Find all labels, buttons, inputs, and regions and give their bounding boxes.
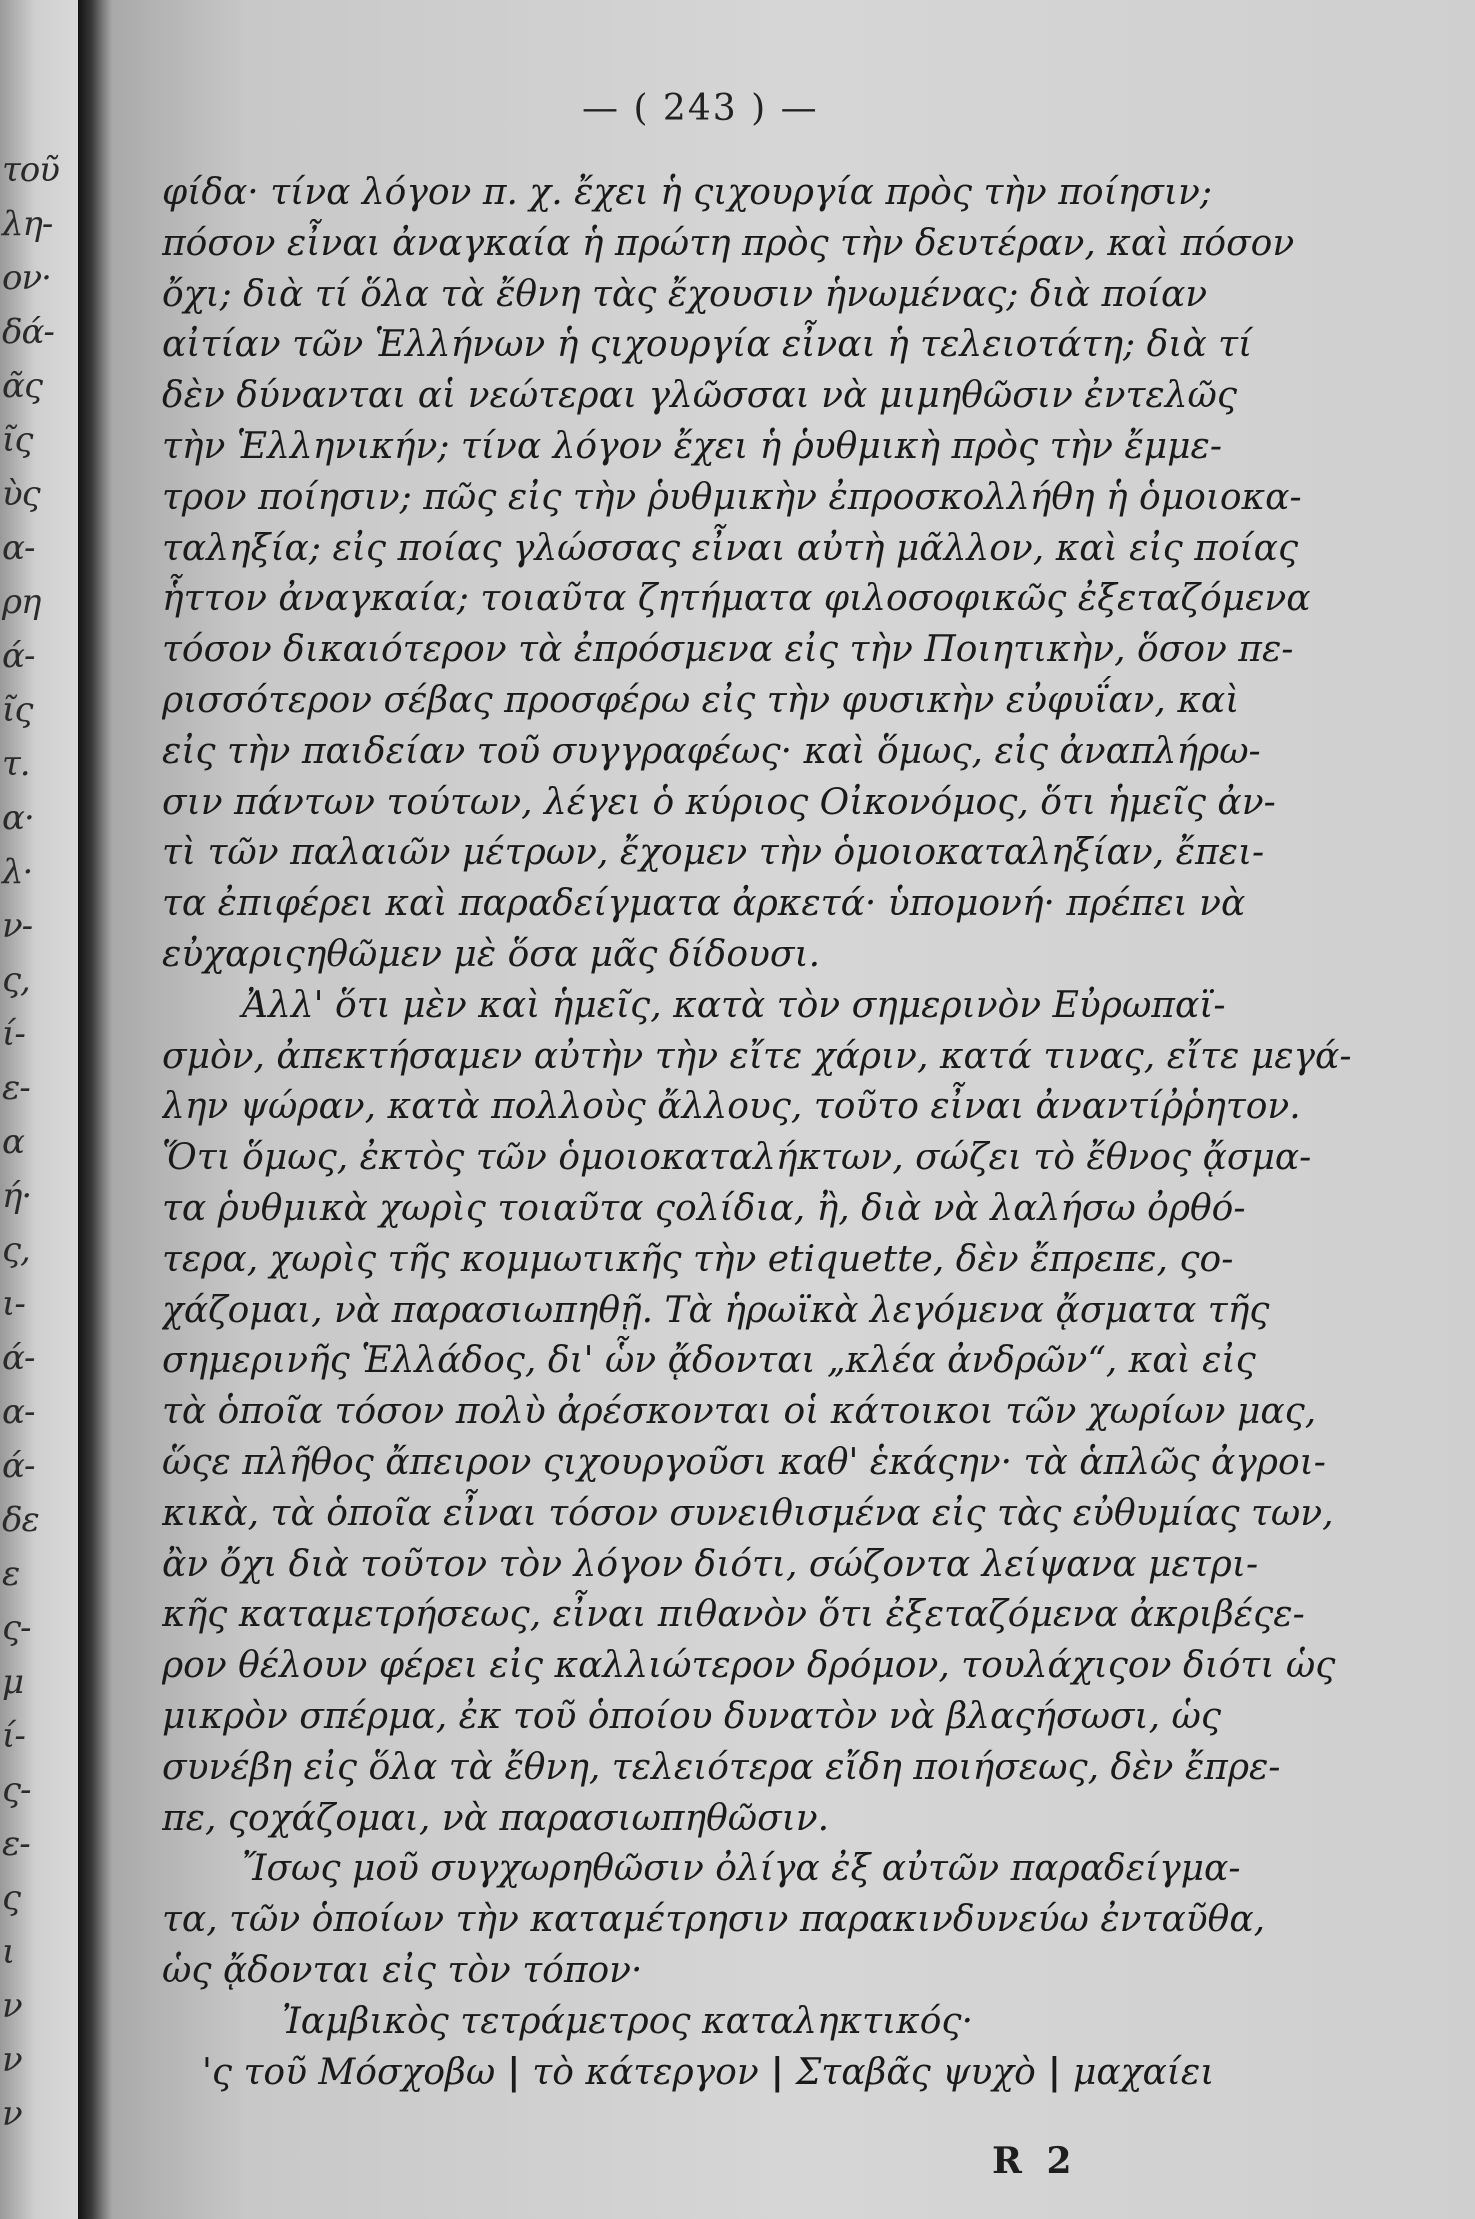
meter-heading: Ἰαμβικὸς τετράμετρος καταληκτικός· [282, 2000, 974, 2042]
text-line: λην ψώραν, κατὰ πολλοὺς ἄλλους, τοῦτο εἶναι ἀναντίῤῥητον. [162, 1086, 1301, 1128]
facing-page-fragment: λη- [2, 204, 53, 244]
text-line: σημερινῆς Ἑλλάδος, δι' ὧν ᾄδονται „κλέα ἀνδρῶν“, καὶ εἰς [162, 1340, 1256, 1382]
text-line: τα ἐπιφέρει καὶ παραδείγματα ἀρκετά· ὑπομονή· πρέπει νὰ [162, 883, 1246, 925]
facing-page-fragment: ι- [2, 1284, 25, 1324]
verse-segment: Σταβᾶς ψυχὸ [795, 2052, 1036, 2094]
book-gutter [78, 0, 112, 2219]
facing-page-fragment: ε- [2, 1824, 30, 1864]
text-line: τὴν Ἑλληνικήν; τίνα λόγον ἔχει ἡ ῥυθμικὴ πρὸς τὴν ἔμμε- [162, 425, 1222, 467]
verse-segment: 'ς τοῦ Μόσχοβω [202, 2052, 496, 2094]
text-line: ρισσότερον σέβας προσφέρω εἰς τὴν φυσικὴν εὐφυΐαν, καὶ [162, 679, 1240, 721]
facing-page-fragment: α- [2, 1392, 35, 1432]
facing-page-fragment: ς- [2, 1608, 31, 1648]
body-text [162, 168, 1407, 2098]
text-line: τα, τῶν ὁποίων τὴν καταμέτρησιν παρακινδυνεύω ἐνταῦθα, [162, 1899, 1266, 1941]
facing-page-fragment: δε [2, 1500, 39, 1540]
facing-page-fragment: δά- [2, 312, 54, 352]
text-line: ρον θέλουν φέρει εἰς καλλιώτερον δρόμον, τουλάχιςον διότι ὡς [162, 1645, 1336, 1687]
facing-page-fragment: ον· [2, 258, 51, 298]
facing-page-fragment: ι [2, 1932, 15, 1972]
text-line: φίδα· τίνα λόγον π. χ. ἔχει ἡ ςιχουργία πρὸς τὴν ποίησιν; [162, 172, 1212, 213]
facing-page-fragment: ὺς [2, 474, 40, 514]
facing-page-fragment: α- [2, 528, 35, 568]
facing-page-fragment: τοῦ [2, 150, 59, 190]
text-line: τὶ τῶν παλαιῶν μέτρων, ἔχομεν τὴν ὁμοιοκαταληξίαν, ἔπει- [162, 832, 1265, 874]
facing-page-fragment: ρη [2, 582, 41, 622]
text-line: τα ῥυθμικὰ χωρὶς τοιαῦτα ςολίδια, ἢ, διὰ νὰ λαλήσω ὀρθό- [162, 1187, 1246, 1229]
facing-page-fragment: ᾶς [2, 366, 43, 406]
text-line: ταληξία; εἰς ποίας γλώσσας εἶναι αὐτὴ μᾶλλον, καὶ εἰς ποίας [162, 527, 1299, 569]
text-line: εἰς τὴν παιδείαν τοῦ συγγραφέως· καὶ ὅμως, εἰς ἀναπλήρω- [162, 730, 1261, 772]
text-line: δὲν δύνανται αἱ νεώτεραι γλῶσσαι νὰ μιμηθῶσιν ἐντελῶς [162, 375, 1238, 417]
text-line: τερα, χωρὶς τῆς κομμωτικῆς τὴν etiquette, δὲν ἔπρεπε, ςο- [162, 1238, 1234, 1280]
facing-page-fragment: ν [2, 1986, 22, 2026]
facing-page-fragment: λ· [2, 852, 33, 892]
verse-line [162, 2047, 1407, 2098]
text-line: τρον ποίησιν; πῶς εἰς τὴν ῥυθμικὴν ἐπροσκολλήθη ἡ ὁμοιοκα- [162, 476, 1302, 518]
facing-page-fragment: ί- [2, 1716, 25, 1756]
text-line: κικὰ, τὰ ὁποῖα εἶναι τόσον συνειθισμένα εἰς τὰς εὐθυμίας των, [162, 1492, 1334, 1534]
text-line: Ἴσως μοῦ συγχωρηθῶσιν ὀλίγα ἐξ αὐτῶν παραδείγμα- [242, 1848, 1241, 1890]
book-page [112, 0, 1475, 2219]
facing-page-fragment: ν- [2, 906, 33, 946]
facing-page-fragment: μ [2, 1662, 24, 1702]
facing-page-fragment: ς- [2, 1770, 31, 1810]
text-line: ὄχι; διὰ τί ὅλα τὰ ἔθνη τὰς ἔχουσιν ἡνωμένας; διὰ ποίαν [162, 273, 1208, 315]
verse-separator: | [770, 2051, 784, 2094]
verse-separator: | [1047, 2051, 1061, 2094]
text-line: σμὸν, ἀπεκτήσαμεν αὐτὴν τὴν εἴτε χάριν, κατά τινας, εἴτε μεγά- [162, 1035, 1352, 1077]
facing-page-fragment: ά- [2, 636, 35, 676]
facing-page-fragment: ά- [2, 1338, 35, 1378]
facing-page-fragment: τ. [2, 744, 30, 784]
facing-page-fragment: ς, [2, 960, 30, 1000]
verse-separator: | [507, 2051, 521, 2094]
text-line: κῆς καταμετρήσεως, εἶναι πιθανὸν ὅτι ἐξεταζόμενα ἀκριβέςε- [162, 1594, 1305, 1636]
verse-segment: τὸ κάτεργον [532, 2052, 759, 2094]
facing-page-fragment: ς [2, 1878, 21, 1918]
text-line: ὡς ᾄδονται εἰς τὸν τόπον· [162, 1949, 643, 1991]
facing-page-fragment: α· [2, 798, 34, 838]
text-line: χάζομαι, νὰ παρασιωπηθῇ. Τὰ ἡρωϊκὰ λεγόμενα ᾄσματα τῆς [162, 1289, 1270, 1331]
signature-mark: R 2 [992, 2140, 1078, 2182]
text-line: συνέβη εἰς ὅλα τὰ ἔθνη, τελειότερα εἴδη ποιήσεως, δὲν ἔπρε- [162, 1746, 1281, 1788]
facing-page-fragment: ή· [2, 1176, 32, 1216]
text-line: Ὅτι ὅμως, ἐκτὸς τῶν ὁμοιοκαταλήκτων, σώζει τὸ ἔθνος ᾄσμα- [162, 1137, 1312, 1179]
facing-page-fragment: ν [2, 2040, 22, 2080]
text-line: εὐχαριςηθῶμεν μὲ ὅσα μᾶς δίδουσι. [162, 933, 821, 975]
page-number: — ( 243 ) — [582, 88, 819, 129]
facing-page-fragment: ε [2, 1554, 20, 1594]
text-line: αἰτίαν τῶν Ἑλλήνων ἡ ςιχουργία εἶναι ἡ τελειοτάτη; διὰ τί [162, 324, 1253, 366]
facing-page-fragment: α [2, 1122, 24, 1162]
text-line: ὥςε πλῆθος ἄπειρον ςιχουργοῦσι καθ' ἑκάςην· τὰ ἁπλῶς ἀγροι- [162, 1441, 1326, 1483]
facing-page-fragment: ῖς [2, 420, 33, 460]
text-line: πε, ςοχάζομαι, νὰ παρασιωπηθῶσιν. [162, 1797, 830, 1839]
facing-page-fragment: ά- [2, 1446, 35, 1486]
text-line: ἂν ὄχι διὰ τοῦτον τὸν λόγον διότι, σώζοντα λείψανα μετρι- [162, 1543, 1259, 1585]
text-line: σιν πάντων τούτων, λέγει ὁ κύριος Οἰκονόμος, ὅτι ἡμεῖς ἀν- [162, 781, 1276, 823]
facing-page-fragment: ε- [2, 1068, 30, 1108]
facing-page-fragment: ν [2, 2094, 22, 2134]
facing-page-fragment: ῖς [2, 690, 33, 730]
facing-page-fragment: ς, [2, 1230, 30, 1270]
facing-page-edge [0, 0, 78, 2219]
verse-segment: μαχαίει [1072, 2052, 1215, 2094]
facing-page-fragment: ί- [2, 1014, 25, 1054]
text-line: τὰ ὁποῖα τόσον πολὺ ἀρέσκονται οἱ κάτοικοι τῶν χωρίων μας, [162, 1391, 1317, 1433]
text-line: τόσον δικαιότερον τὰ ἐπρόσμενα εἰς τὴν Ποιητικὴν, ὅσον πε- [162, 629, 1294, 671]
text-line: Ἀλλ' ὅτι μὲν καὶ ἡμεῖς, κατὰ τὸν σημερινὸν Εὐρωπαϊ- [242, 984, 1226, 1026]
text-line: μικρὸν σπέρμα, ἐκ τοῦ ὁποίου δυνατὸν νὰ βλαςήσωσι, ὡς [162, 1695, 1222, 1737]
text-line: πόσον εἶναι ἀναγκαία ἡ πρώτη πρὸς τὴν δευτέραν, καὶ πόσον [162, 222, 1295, 264]
text-line: ἧττον ἀναγκαία; τοιαῦτα ζητήματα φιλοσοφικῶς ἐξεταζόμενα [162, 578, 1311, 620]
